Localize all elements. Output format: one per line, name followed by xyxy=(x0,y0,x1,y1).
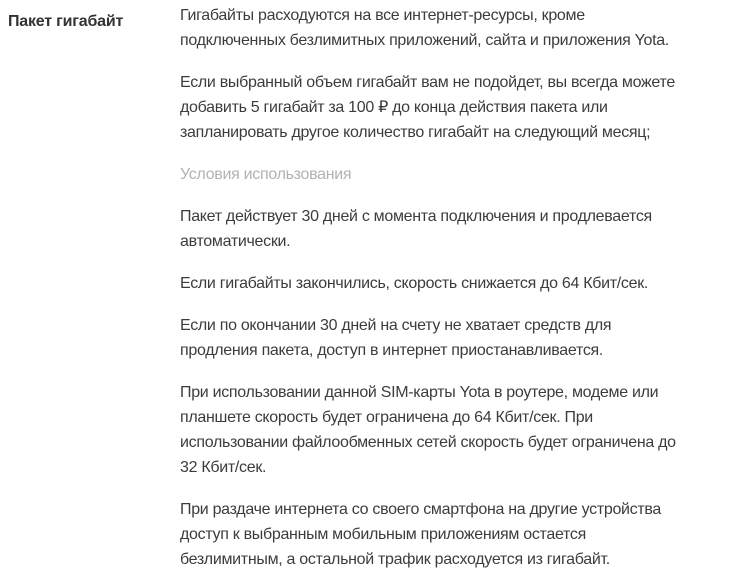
paragraph-sim-in-router: При использовании данной SIM-карты Yota в роутере, модеме или планшете скорость будет ограничена до 64 Кбит/сек. При использовании файлообменных сетей скорость будет ограничена до 32 Кбит/сек. xyxy=(180,384,676,476)
paragraph-tethering: При раздаче интернета со своего смартфона на другие устройства доступ к выбранным мобильным приложениям остается безлимитным, а остальной трафик расходуется из гигабайт. xyxy=(180,501,662,568)
paragraph-add-gigabytes: Если выбранный объем гигабайт вам не подойдет, вы всегда можете добавить 5 гигабайт за 100 ₽ до конца действия пакета или запланировать другое количество гигабайт на следующий месяц; xyxy=(180,74,675,141)
terms-text-column xyxy=(180,3,677,583)
subheading-usage-terms: Условия использования xyxy=(180,166,352,183)
section-title: Пакет гигабайт xyxy=(8,13,124,30)
paragraph-speed-limit-64: Если гигабайты закончились, скорость снижается до 64 Кбит/сек. xyxy=(180,275,649,292)
row-label-column xyxy=(8,9,173,34)
paragraph-package-duration: Пакет действует 30 дней с момента подключения и продлевается автоматически. xyxy=(180,208,652,250)
paragraph-gigabytes-usage: Гигабайты расходуются на все интернет-ресурсы, кроме подключенных безлимитных приложений, сайта и приложения Yota. xyxy=(180,7,670,49)
paragraph-insufficient-funds: Если по окончании 30 дней на счету не хватает средств для продления пакета, доступ в интернет приостанавливается. xyxy=(180,317,612,359)
